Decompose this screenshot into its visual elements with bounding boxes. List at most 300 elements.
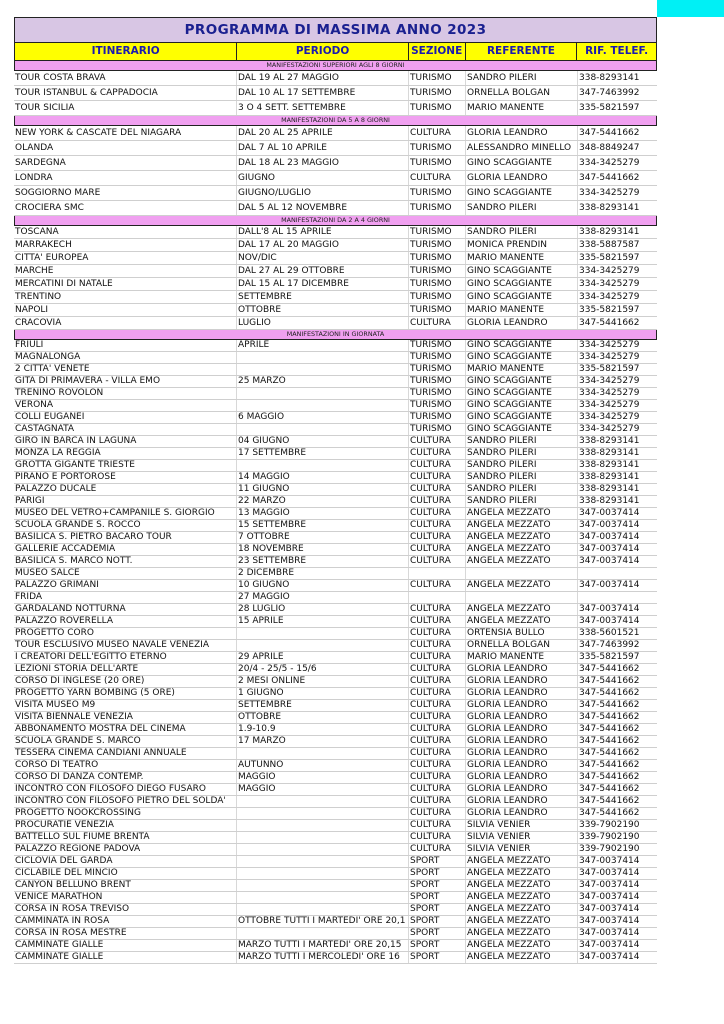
cell-sezione: TURISMO bbox=[409, 156, 466, 170]
cell-referente: GINO SCAGGIANTE bbox=[466, 186, 578, 200]
cell-telefono: 347-5441662 bbox=[579, 688, 640, 698]
cell-periodo: 7 OTTOBRE bbox=[237, 532, 409, 543]
cell-periodo: OTTOBRE bbox=[237, 712, 409, 723]
cell-referente: ANGELA MEZZATO bbox=[466, 604, 578, 615]
cell-telefono: 338-8293141 bbox=[579, 496, 640, 506]
cell-referente: GLORIA LEANDRO bbox=[466, 126, 578, 140]
cell-sezione: CULTURA bbox=[409, 676, 466, 687]
cell-periodo bbox=[237, 820, 409, 831]
cell-periodo: 25 MARZO bbox=[237, 376, 409, 387]
table-row bbox=[14, 171, 657, 186]
cell-referente: GLORIA LEANDRO bbox=[466, 784, 578, 795]
cell-itinerario: CORSO DI DANZA CONTEMP. bbox=[14, 772, 237, 783]
cell-telefono: 334-3425279 bbox=[579, 424, 640, 434]
cell-telefono: 347-5441662 bbox=[579, 784, 640, 794]
table-row bbox=[14, 892, 657, 904]
cell-periodo bbox=[237, 892, 409, 903]
cell-periodo: 17 MARZO bbox=[237, 736, 409, 747]
cell-telefono: 334-3425279 bbox=[579, 376, 640, 386]
cell-telefono: 338-8293141 bbox=[579, 436, 640, 446]
header-periodo: PERIODO bbox=[237, 43, 408, 60]
header-sezione: SEZIONE bbox=[409, 43, 466, 60]
cell-sezione: CULTURA bbox=[409, 640, 466, 651]
table-row bbox=[14, 520, 657, 532]
cell-periodo: DAL 7 AL 10 APRILE bbox=[237, 141, 409, 155]
cell-referente bbox=[466, 568, 578, 579]
table-row bbox=[14, 436, 657, 448]
cell-periodo bbox=[237, 400, 409, 411]
cell-referente: GINO SCAGGIANTE bbox=[466, 400, 578, 411]
cell-sezione: TURISMO bbox=[409, 252, 466, 264]
cell-itinerario: BATTELLO SUL FIUME BRENTA bbox=[14, 832, 237, 843]
cell-sezione: TURISMO bbox=[409, 304, 466, 316]
cell-telefono: 334-3425279 bbox=[579, 158, 640, 168]
cell-periodo: 14 MAGGIO bbox=[237, 472, 409, 483]
cell-referente: ANGELA MEZZATO bbox=[466, 952, 578, 963]
table-row bbox=[14, 252, 657, 265]
cell-itinerario: FRIDA bbox=[14, 592, 237, 603]
cell-referente: ANGELA MEZZATO bbox=[466, 868, 578, 879]
cell-referente: GLORIA LEANDRO bbox=[466, 724, 578, 735]
table-row bbox=[14, 508, 657, 520]
cell-telefono: 334-3425279 bbox=[579, 279, 640, 289]
cell-referente: MARIO MANENTE bbox=[466, 252, 578, 264]
cell-telefono: 338-5601521 bbox=[579, 628, 640, 638]
cell-telefono: 334-3425279 bbox=[579, 412, 640, 422]
cell-itinerario: MARRAKECH bbox=[14, 239, 237, 251]
cell-referente: SILVIA VENIER bbox=[466, 832, 578, 843]
cell-itinerario: TESSERA CINEMA CANDIANI ANNUALE bbox=[14, 748, 237, 759]
cell-periodo: 27 MAGGIO bbox=[237, 592, 409, 603]
section-header: MANIFESTAZIONI DA 2 A 4 GIORNI bbox=[14, 216, 657, 226]
cell-telefono: 347-0037414 bbox=[579, 880, 640, 890]
table-row bbox=[14, 291, 657, 304]
cell-telefono: 347-0037414 bbox=[579, 544, 640, 554]
cell-itinerario: CORSO DI TEATRO bbox=[14, 760, 237, 771]
cell-periodo: 10 GIUGNO bbox=[237, 580, 409, 591]
table-row bbox=[14, 412, 657, 424]
cell-referente: SANDRO PILERI bbox=[466, 484, 578, 495]
page-title: PROGRAMMA DI MASSIMA ANNO 2023 bbox=[14, 17, 657, 42]
cell-sezione: TURISMO bbox=[409, 141, 466, 155]
cell-itinerario: OLANDA bbox=[14, 141, 237, 155]
table-row bbox=[14, 364, 657, 376]
cell-itinerario: MAGNALONGA bbox=[14, 352, 237, 363]
cell-sezione: TURISMO bbox=[409, 101, 466, 115]
cell-referente: GINO SCAGGIANTE bbox=[466, 352, 578, 363]
cell-periodo: APRILE bbox=[237, 340, 409, 351]
section-header: MANIFESTAZIONI DA 5 A 8 GIORNI bbox=[14, 116, 657, 126]
cell-telefono: 334-3425279 bbox=[579, 292, 640, 302]
cell-periodo: DAL 27 AL 29 OTTOBRE bbox=[237, 265, 409, 277]
cell-periodo bbox=[237, 628, 409, 639]
cell-itinerario: TOUR SICILIA bbox=[14, 101, 237, 115]
cell-itinerario: BASILICA S. PIETRO BACARO TOUR bbox=[14, 532, 237, 543]
cell-sezione: CULTURA bbox=[409, 748, 466, 759]
cell-telefono: 338-8293141 bbox=[579, 472, 640, 482]
cell-telefono: 335-5821597 bbox=[579, 364, 640, 374]
cell-periodo: 29 APRILE bbox=[237, 652, 409, 663]
table-row bbox=[14, 239, 657, 252]
cell-itinerario: SOGGIORNO MARE bbox=[14, 186, 237, 200]
cell-periodo: OTTOBRE bbox=[237, 304, 409, 316]
cell-itinerario: 2 CITTA' VENETE bbox=[14, 364, 237, 375]
cell-periodo: 17 SETTEMBRE bbox=[237, 448, 409, 459]
cell-periodo: MARZO TUTTI I MERCOLEDI' ORE 16 bbox=[237, 952, 409, 963]
cell-itinerario: GALLERIE ACCADEMIA bbox=[14, 544, 237, 555]
cell-telefono: 347-0037414 bbox=[579, 604, 640, 614]
cell-periodo: AUTUNNO bbox=[237, 760, 409, 771]
cell-referente: MARIO MANENTE bbox=[466, 364, 578, 375]
cell-itinerario: FRIULI bbox=[14, 340, 237, 351]
cell-referente: SANDRO PILERI bbox=[466, 472, 578, 483]
cell-periodo: DAL 17 AL 20 MAGGIO bbox=[237, 239, 409, 251]
cell-referente: SANDRO PILERI bbox=[466, 226, 578, 238]
cell-referente: GINO SCAGGIANTE bbox=[466, 291, 578, 303]
cell-referente: GINO SCAGGIANTE bbox=[466, 376, 578, 387]
cell-sezione: CULTURA bbox=[409, 688, 466, 699]
cell-periodo: SETTEMBRE bbox=[237, 291, 409, 303]
cell-sezione: CULTURA bbox=[409, 317, 466, 329]
cell-telefono: 347-5441662 bbox=[579, 173, 640, 183]
cell-referente: ANGELA MEZZATO bbox=[466, 880, 578, 891]
cell-itinerario: CASTAGNATA bbox=[14, 424, 237, 435]
table-row bbox=[14, 916, 657, 928]
cell-sezione: TURISMO bbox=[409, 352, 466, 363]
cell-referente: GLORIA LEANDRO bbox=[466, 748, 578, 759]
table-row bbox=[14, 376, 657, 388]
cell-itinerario: I CREATORI DELL'EGITTO ETERNO bbox=[14, 652, 237, 663]
cell-sezione: CULTURA bbox=[409, 808, 466, 819]
cell-telefono: 347-5441662 bbox=[579, 760, 640, 770]
cell-telefono: 347-0037414 bbox=[579, 868, 640, 878]
cell-itinerario: TOSCANA bbox=[14, 226, 237, 238]
cell-referente: GINO SCAGGIANTE bbox=[466, 340, 578, 351]
cell-itinerario: CITTA' EUROPEA bbox=[14, 252, 237, 264]
table-row bbox=[14, 278, 657, 291]
cell-referente: GINO SCAGGIANTE bbox=[466, 388, 578, 399]
cell-itinerario: NAPOLI bbox=[14, 304, 237, 316]
cell-itinerario: MUSEO DEL VETRO+CAMPANILE S. GIORGIO bbox=[14, 508, 237, 519]
table-row bbox=[14, 340, 657, 352]
cell-itinerario: PIRANO E PORTOROSE bbox=[14, 472, 237, 483]
cell-periodo: OTTOBRE TUTTI I MARTEDI' ORE 20,1 bbox=[237, 916, 409, 927]
cell-sezione: TURISMO bbox=[409, 226, 466, 238]
cell-telefono: 347-5441662 bbox=[579, 808, 640, 818]
cell-itinerario: NEW YORK & CASCATE DEL NIAGARA bbox=[14, 126, 237, 140]
cell-periodo: 1 GIUGNO bbox=[237, 688, 409, 699]
table-row bbox=[14, 676, 657, 688]
cell-telefono: 338-8293141 bbox=[579, 460, 640, 470]
cell-periodo: DAL 10 AL 17 SETTEMBRE bbox=[237, 86, 409, 100]
cell-periodo: DAL 20 AL 25 APRILE bbox=[237, 126, 409, 140]
cell-referente: SANDRO PILERI bbox=[466, 460, 578, 471]
cell-periodo bbox=[237, 460, 409, 471]
cell-sezione: SPORT bbox=[409, 904, 466, 915]
cell-periodo: MAGGIO bbox=[237, 784, 409, 795]
cell-itinerario: LEZIONI STORIA DELL'ARTE bbox=[14, 664, 237, 675]
table-row bbox=[14, 640, 657, 652]
header-telefono: RIF. TELEF. bbox=[585, 45, 649, 57]
table-row bbox=[14, 460, 657, 472]
cell-telefono: 347-7463992 bbox=[579, 640, 640, 650]
cell-telefono: 347-0037414 bbox=[579, 508, 640, 518]
section-header: MANIFESTAZIONI SUPERIORI AGLI 8 GIORNI bbox=[14, 61, 657, 71]
cell-itinerario: GARDALAND NOTTURNA bbox=[14, 604, 237, 615]
cell-referente: SILVIA VENIER bbox=[466, 844, 578, 855]
cell-periodo bbox=[237, 868, 409, 879]
cell-periodo: 13 MAGGIO bbox=[237, 508, 409, 519]
cell-telefono: 335-5821597 bbox=[579, 652, 640, 662]
cell-telefono: 347-5441662 bbox=[579, 736, 640, 746]
cell-referente: GINO SCAGGIANTE bbox=[466, 265, 578, 277]
table-row bbox=[14, 71, 657, 86]
table-row bbox=[14, 616, 657, 628]
section-header: MANIFESTAZIONI IN GIORNATA bbox=[14, 330, 657, 340]
cell-referente: GLORIA LEANDRO bbox=[466, 772, 578, 783]
table-row bbox=[14, 592, 657, 604]
cell-periodo bbox=[237, 424, 409, 435]
cell-sezione: TURISMO bbox=[409, 291, 466, 303]
cell-referente: ANGELA MEZZATO bbox=[466, 580, 578, 591]
table-row bbox=[14, 101, 657, 116]
cell-referente: ANGELA MEZZATO bbox=[466, 928, 578, 939]
table-row bbox=[14, 904, 657, 916]
cyan-band bbox=[657, 0, 724, 17]
table-row bbox=[14, 808, 657, 820]
cell-periodo: 15 SETTEMBRE bbox=[237, 520, 409, 531]
table-row bbox=[14, 760, 657, 772]
table-row bbox=[14, 820, 657, 832]
cell-referente: ANGELA MEZZATO bbox=[466, 904, 578, 915]
cell-periodo: LUGLIO bbox=[237, 317, 409, 329]
cell-telefono: 339-7902190 bbox=[579, 820, 640, 830]
cell-telefono: 334-3425279 bbox=[579, 400, 640, 410]
table-row bbox=[14, 772, 657, 784]
cell-periodo: GIUGNO/LUGLIO bbox=[237, 186, 409, 200]
cell-referente: ANGELA MEZZATO bbox=[466, 892, 578, 903]
table-row bbox=[14, 484, 657, 496]
cell-telefono: 347-5441662 bbox=[579, 128, 640, 138]
table-row bbox=[14, 532, 657, 544]
cell-sezione: CULTURA bbox=[409, 508, 466, 519]
table-body bbox=[14, 61, 657, 964]
cell-sezione: CULTURA bbox=[409, 556, 466, 567]
table-row bbox=[14, 226, 657, 239]
cell-sezione: TURISMO bbox=[409, 265, 466, 277]
cell-sezione: CULTURA bbox=[409, 544, 466, 555]
cell-sezione: TURISMO bbox=[409, 201, 466, 215]
cell-itinerario: SARDEGNA bbox=[14, 156, 237, 170]
cell-telefono: 335-5821597 bbox=[579, 305, 640, 315]
cell-telefono: 347-0037414 bbox=[579, 928, 640, 938]
cell-itinerario: MONZA LA REGGIA bbox=[14, 448, 237, 459]
cell-itinerario: COLLI EUGANEI bbox=[14, 412, 237, 423]
table-row bbox=[14, 156, 657, 171]
table-row bbox=[14, 844, 657, 856]
cell-telefono: 338-8293141 bbox=[579, 227, 640, 237]
cell-itinerario: CORSA IN ROSA MESTRE bbox=[14, 928, 237, 939]
table-row bbox=[14, 424, 657, 436]
cell-itinerario: TOUR ESCLUSIVO MUSEO NAVALE VENEZIA bbox=[14, 640, 237, 651]
table-row bbox=[14, 928, 657, 940]
cell-sezione: TURISMO bbox=[409, 86, 466, 100]
cell-telefono bbox=[578, 568, 657, 579]
cell-itinerario: ABBONAMENTO MOSTRA DEL CINEMA bbox=[14, 724, 237, 735]
cell-telefono: 347-5441662 bbox=[579, 318, 640, 328]
table-row bbox=[14, 400, 657, 412]
cell-telefono: 347-0037414 bbox=[579, 580, 640, 590]
cell-sezione: TURISMO bbox=[409, 412, 466, 423]
cell-referente: ANGELA MEZZATO bbox=[466, 916, 578, 927]
cell-telefono: 347-5441662 bbox=[579, 676, 640, 686]
cell-itinerario: CANYON BELLUNO BRENT bbox=[14, 880, 237, 891]
schedule-sheet bbox=[14, 17, 657, 964]
cell-itinerario: CAMMINATA IN ROSA bbox=[14, 916, 237, 927]
table-row bbox=[14, 688, 657, 700]
cell-sezione: CULTURA bbox=[409, 484, 466, 495]
cell-periodo bbox=[237, 928, 409, 939]
cell-sezione: CULTURA bbox=[409, 628, 466, 639]
cell-periodo bbox=[237, 808, 409, 819]
table-row bbox=[14, 472, 657, 484]
cell-referente: GLORIA LEANDRO bbox=[466, 700, 578, 711]
cell-referente: ORNELLA BOLGAN bbox=[466, 86, 578, 100]
table-row bbox=[14, 604, 657, 616]
cell-itinerario: LONDRA bbox=[14, 171, 237, 185]
table-row bbox=[14, 868, 657, 880]
cell-sezione: CULTURA bbox=[409, 126, 466, 140]
table-row bbox=[14, 388, 657, 400]
cell-itinerario: VISITA BIENNALE VENEZIA bbox=[14, 712, 237, 723]
cell-sezione: CULTURA bbox=[409, 712, 466, 723]
cell-periodo bbox=[237, 388, 409, 399]
cell-referente: SANDRO PILERI bbox=[466, 201, 578, 215]
cell-periodo bbox=[237, 640, 409, 651]
cell-referente: GLORIA LEANDRO bbox=[466, 736, 578, 747]
cell-referente: MARIO MANENTE bbox=[466, 304, 578, 316]
cell-sezione: CULTURA bbox=[409, 448, 466, 459]
cell-sezione: CULTURA bbox=[409, 436, 466, 447]
cell-itinerario: PROGETTO CORO bbox=[14, 628, 237, 639]
cell-telefono: 347-7463992 bbox=[579, 88, 640, 98]
header-referente: REFERENTE bbox=[466, 43, 578, 60]
cell-sezione: CULTURA bbox=[409, 460, 466, 471]
cell-itinerario: CROCIERA SMC bbox=[14, 201, 237, 215]
table-row bbox=[14, 568, 657, 580]
cell-periodo: DALL'8 AL 15 APRILE bbox=[237, 226, 409, 238]
cell-periodo: NOV/DIC bbox=[237, 252, 409, 264]
cell-referente: ANGELA MEZZATO bbox=[466, 532, 578, 543]
cell-referente: GINO SCAGGIANTE bbox=[466, 424, 578, 435]
table-row bbox=[14, 628, 657, 640]
cell-sezione: TURISMO bbox=[409, 186, 466, 200]
cell-telefono: 338-8293141 bbox=[579, 73, 640, 83]
cell-telefono: 335-5821597 bbox=[579, 103, 640, 113]
cell-sezione: SPORT bbox=[409, 928, 466, 939]
cell-telefono: 334-3425279 bbox=[579, 388, 640, 398]
cell-referente: MARIO MANENTE bbox=[466, 101, 578, 115]
table-row bbox=[14, 832, 657, 844]
cell-telefono: 339-7902190 bbox=[579, 844, 640, 854]
cell-periodo: DAL 15 AL 17 DICEMBRE bbox=[237, 278, 409, 290]
cell-referente: ANGELA MEZZATO bbox=[466, 616, 578, 627]
cell-itinerario: PALAZZO ROVERELLA bbox=[14, 616, 237, 627]
cell-periodo bbox=[237, 844, 409, 855]
cell-periodo: MARZO TUTTI I MARTEDI' ORE 20,15 bbox=[237, 940, 409, 951]
table-row bbox=[14, 880, 657, 892]
cell-referente: GLORIA LEANDRO bbox=[466, 760, 578, 771]
cell-referente: MARIO MANENTE bbox=[466, 652, 578, 663]
cell-periodo: 28 LUGLIO bbox=[237, 604, 409, 615]
cell-referente: ANGELA MEZZATO bbox=[466, 556, 578, 567]
cell-sezione: TURISMO bbox=[409, 424, 466, 435]
cell-itinerario: PROCURATIE VENEZIA bbox=[14, 820, 237, 831]
cell-periodo bbox=[237, 832, 409, 843]
table-row bbox=[14, 186, 657, 201]
cell-telefono: 347-0037414 bbox=[579, 940, 640, 950]
table-row bbox=[14, 317, 657, 330]
cell-sezione: CULTURA bbox=[409, 844, 466, 855]
cell-itinerario: PROGETTO NOOKCROSSING bbox=[14, 808, 237, 819]
cell-referente: GLORIA LEANDRO bbox=[466, 676, 578, 687]
table-row bbox=[14, 784, 657, 796]
cell-sezione: CULTURA bbox=[409, 604, 466, 615]
cell-itinerario: GROTTA GIGANTE TRIESTE bbox=[14, 460, 237, 471]
cell-itinerario: SCUOLA GRANDE S. ROCCO bbox=[14, 520, 237, 531]
cell-referente: GLORIA LEANDRO bbox=[466, 808, 578, 819]
header-itinerario: ITINERARIO bbox=[15, 43, 237, 60]
cell-referente: SILVIA VENIER bbox=[466, 820, 578, 831]
cell-itinerario: INCONTRO CON FILOSOFO DIEGO FUSARO bbox=[14, 784, 237, 795]
cell-sezione: CULTURA bbox=[409, 760, 466, 771]
cell-telefono: 347-5441662 bbox=[579, 796, 640, 806]
cell-sezione: CULTURA bbox=[409, 724, 466, 735]
cell-itinerario: CICLOVIA DEL GARDA bbox=[14, 856, 237, 867]
cell-referente: GINO SCAGGIANTE bbox=[466, 278, 578, 290]
cell-telefono: 347-5441662 bbox=[579, 712, 640, 722]
cell-periodo: 6 MAGGIO bbox=[237, 412, 409, 423]
table-row bbox=[14, 736, 657, 748]
cell-telefono: 347-0037414 bbox=[579, 952, 640, 962]
cell-sezione: SPORT bbox=[409, 868, 466, 879]
table-row bbox=[14, 448, 657, 460]
cell-sezione: CULTURA bbox=[409, 784, 466, 795]
cell-telefono: 347-5441662 bbox=[579, 748, 640, 758]
table-row bbox=[14, 724, 657, 736]
cell-sezione: CULTURA bbox=[409, 496, 466, 507]
table-row bbox=[14, 940, 657, 952]
table-row bbox=[14, 352, 657, 364]
cell-sezione: CULTURA bbox=[409, 532, 466, 543]
cell-periodo bbox=[237, 880, 409, 891]
cell-telefono: 347-0037414 bbox=[579, 916, 640, 926]
table-row bbox=[14, 556, 657, 568]
cell-periodo: 15 APRILE bbox=[237, 616, 409, 627]
cell-periodo: 20/4 - 25/5 - 15/6 bbox=[237, 664, 409, 675]
cell-itinerario: INCONTRO CON FILOSOFO PIETRO DEL SOLDA' bbox=[14, 796, 237, 807]
cell-sezione: CULTURA bbox=[409, 472, 466, 483]
cell-telefono: 334-3425279 bbox=[579, 266, 640, 276]
cell-periodo: DAL 5 AL 12 NOVEMBRE bbox=[237, 201, 409, 215]
cell-itinerario: GITA DI PRIMAVERA - VILLA EMO bbox=[14, 376, 237, 387]
cell-referente: ANGELA MEZZATO bbox=[466, 940, 578, 951]
table-row bbox=[14, 700, 657, 712]
cell-sezione: SPORT bbox=[409, 856, 466, 867]
cell-itinerario: CORSO DI INGLESE (20 ORE) bbox=[14, 676, 237, 687]
cell-itinerario: CAMMINATE GIALLE bbox=[14, 952, 237, 963]
cell-telefono: 347-5441662 bbox=[579, 700, 640, 710]
